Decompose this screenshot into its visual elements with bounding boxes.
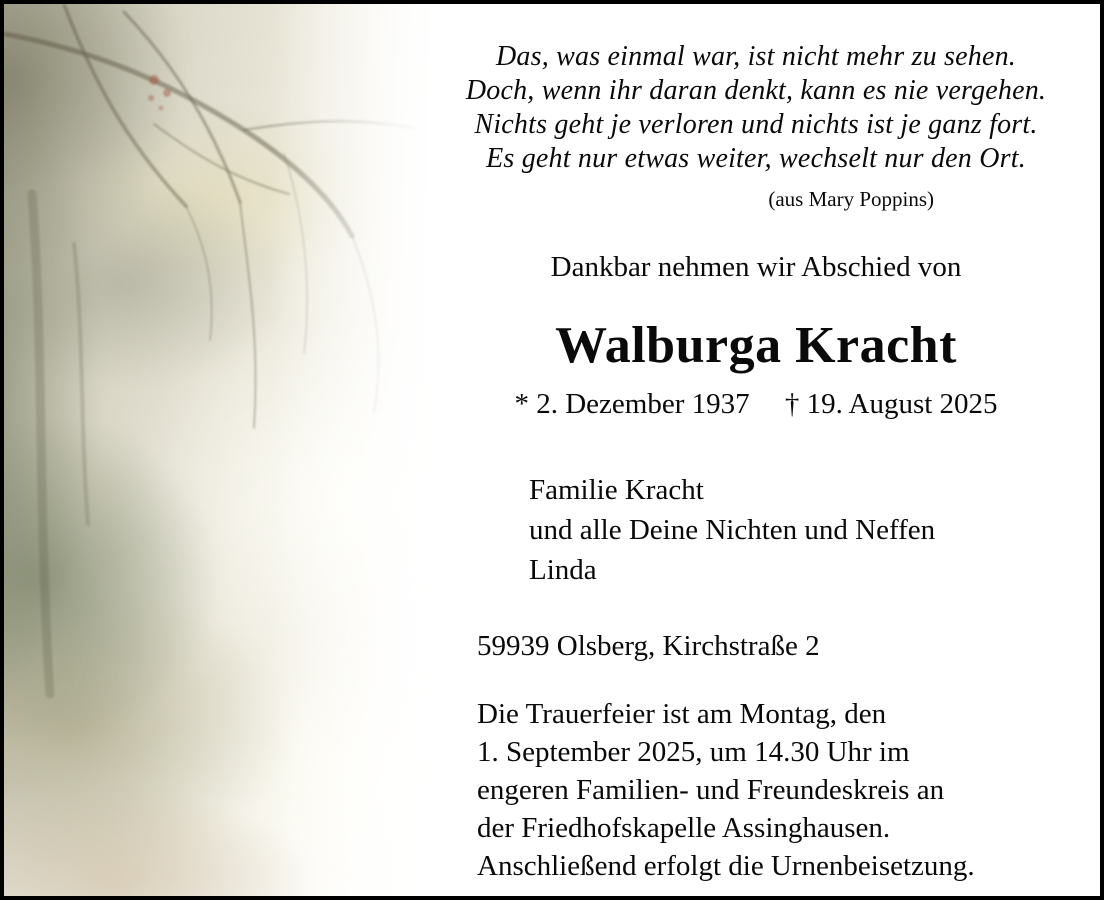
poem-line: Es geht nur etwas weiter, wechselt nur den Ort. (486, 143, 1026, 174)
deceased-name: Walburga Kracht (555, 317, 957, 374)
notice-text-column (424, 4, 1088, 896)
address-line: 59939 Olsberg, Kirchstraße 2 (477, 630, 820, 662)
funeral-line: Anschließend erfolgt die Urnenbeisetzung. (477, 850, 975, 882)
mourners-list (424, 470, 1088, 590)
funeral-line: Die Trauerfeier ist am Montag, den (477, 698, 887, 730)
farewell-intro: Dankbar nehmen wir Abschied von (550, 251, 962, 283)
memorial-poem (424, 40, 1088, 176)
life-dates (424, 388, 1088, 421)
photo-fade-overlay (4, 4, 436, 896)
mourner-line: Linda (529, 554, 597, 586)
funeral-line: 1. September 2025, um 14.30 Uhr im (477, 736, 910, 768)
funeral-line: der Friedhofskapelle Assinghausen. (477, 812, 891, 844)
poem-line: Doch, wenn ihr daran denkt, kann es nie vergehen. (465, 75, 1047, 106)
forest-path-photo (4, 4, 436, 896)
birth-date: * 2. Dezember 1937 (514, 388, 750, 420)
death-date: † 19. August 2025 (784, 388, 998, 420)
mourner-line: und alle Deine Nichten und Neffen (529, 514, 936, 546)
funeral-line: engeren Familien- und Freundeskreis an (477, 774, 945, 806)
poem-line: Nichts geht je verloren und nichts ist je ganz fort. (474, 109, 1038, 140)
poem-attribution: (aus Mary Poppins) (768, 187, 934, 211)
mourner-line: Familie Kracht (529, 474, 704, 506)
poem-line: Das, was einmal war, ist nicht mehr zu sehen. (496, 41, 1016, 72)
funeral-info (424, 695, 1088, 885)
